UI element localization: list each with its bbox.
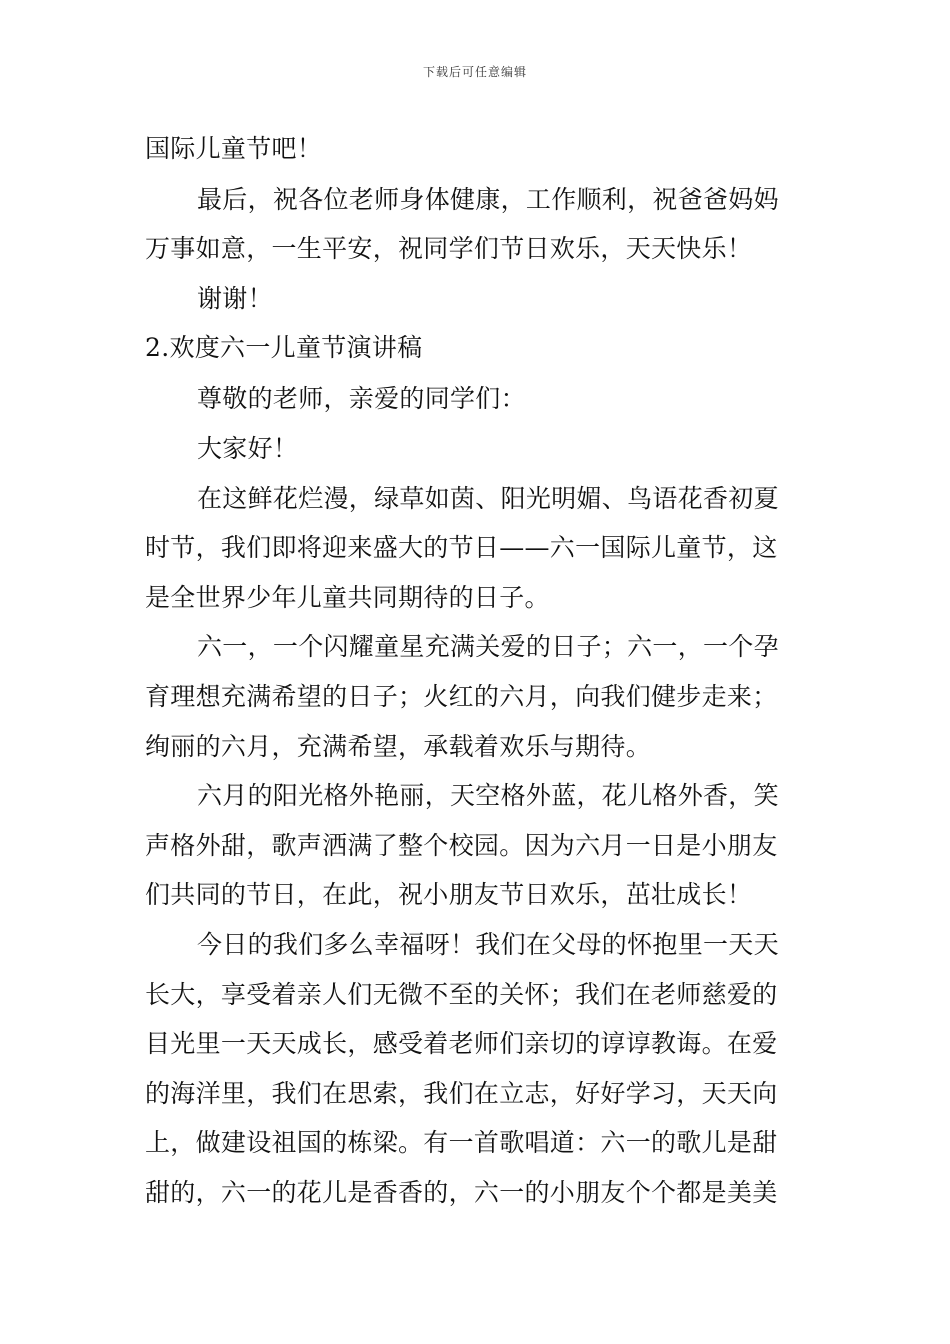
text-line: 声格外甜，歌声洒满了整个校园。因为六月一日是小朋友 [145,831,778,860]
text-line: 上，做建设祖国的栋梁。有一首歌唱道：六一的歌儿是甜 [145,1128,778,1157]
page-header: 下载后可任意编辑 [422,65,527,79]
text-line: 时节，我们即将迎来盛大的节日——六一国际儿童节，这 [145,533,778,562]
text-line: 六月的阳光格外艳丽，天空格外蓝，花儿格外香，笑 [197,781,779,810]
text-line: 是全世界少年儿童共同期待的日子。 [145,583,550,612]
text-line: 万事如意，一生平安，祝同学们节日欢乐，天天快乐！ [145,234,753,263]
text-line: 六一，一个闪耀童星充满关爱的日子；六一，一个孕 [197,632,779,661]
section-heading: 2.欢度六一儿童节演讲稿 [145,333,423,362]
text-line: 们共同的节日，在此，祝小朋友节日欢乐，茁壮成长！ [145,880,753,909]
text-line: 大家好！ [197,434,299,463]
text-line: 甜的，六一的花儿是香香的，六一的小朋友个个都是美美 [145,1178,778,1207]
text-line: 在这鲜花烂漫，绿草如茵、阳光明媚、鸟语花香初夏 [197,484,779,513]
text-line: 今日的我们多么幸福呀！我们在父母的怀抱里一天天 [197,930,779,959]
text-line: 目光里一天天成长，感受着老师们亲切的谆谆教诲。在爱 [145,1029,778,1058]
text-line: 绚丽的六月，充满希望，承载着欢乐与期待。 [145,732,652,761]
text-line: 谢谢！ [197,284,273,313]
text-line: 长大，享受着亲人们无微不至的关怀；我们在老师慈爱的 [145,980,778,1009]
text-line: 育理想充满希望的日子；火红的六月，向我们健步走来； [145,682,778,711]
text-line: 国际儿童节吧！ [145,134,323,163]
text-line: 尊敬的老师，亲爱的同学们： [197,384,526,413]
text-line: 最后，祝各位老师身体健康，工作顺利，祝爸爸妈妈 [197,185,779,214]
text-line: 的海洋里，我们在思索，我们在立志，好好学习，天天向 [145,1079,778,1108]
